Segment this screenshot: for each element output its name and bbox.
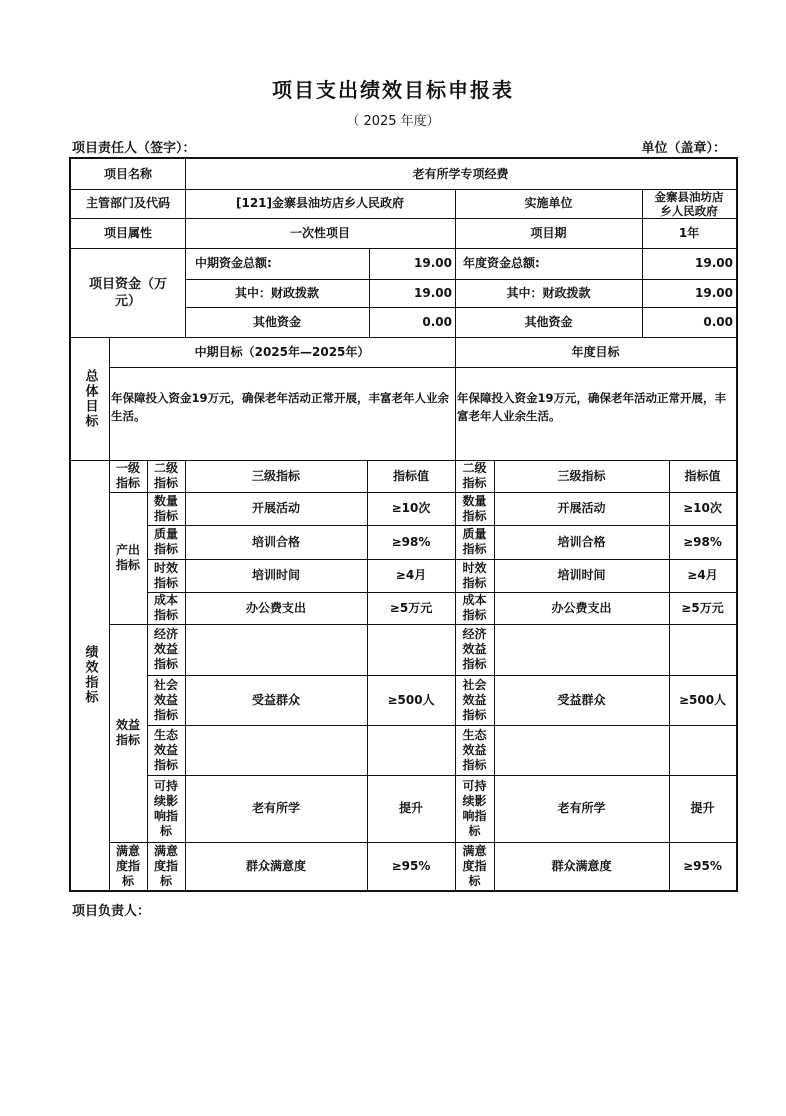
level3-cell: 办公费支出	[245, 600, 306, 615]
level2-cell-year: 时效指标	[462, 560, 487, 590]
level3-cell-year: 培训合格	[557, 534, 606, 549]
project-name-label: 项目名称	[103, 166, 152, 181]
level2-cell: 满意度指标	[153, 843, 178, 888]
level3-cell: 培训时间	[251, 568, 300, 582]
value-cell-year: ≥98%	[683, 534, 722, 549]
year-line: （ 2025 年度）	[346, 114, 440, 129]
mid-other-label: 其他资金	[252, 314, 301, 329]
year-goal-text: 年保障投入资金19万元，确保老年活动正常开展，丰富老年人业余生活。	[457, 391, 727, 423]
dept-value: [121]金寨县油坊店乡人民政府	[235, 196, 405, 210]
level2-cell: 可持续影响指标	[153, 778, 178, 838]
level3-cell-year: 办公费支出	[551, 600, 612, 615]
level3-cell-year	[494, 725, 669, 775]
value-cell: ≥98%	[391, 534, 431, 549]
level2-header-year: 二级指标	[462, 461, 487, 490]
level2-cell: 经济效益指标	[153, 627, 178, 671]
level3-cell: 老有所学	[251, 801, 300, 815]
mid-total-label: 中期资金总额:	[195, 256, 272, 270]
value-cell: ≥500人	[387, 692, 435, 707]
form-table	[69, 157, 738, 892]
mid-total-value: 19.00	[414, 256, 452, 270]
year-fiscal-label: 其中：财政拨款	[506, 285, 591, 300]
mid-goal-text: 年保障投入资金19万元，确保老年活动正常开展，丰富老年人业余生活。	[111, 391, 449, 423]
level3-cell-year: 群众满意度	[551, 858, 612, 873]
level2-cell-year: 经济效益指标	[462, 627, 487, 671]
performance-label: 绩效指标	[82, 645, 98, 705]
period-label: 项目期	[530, 225, 567, 240]
mid-fiscal-value: 19.00	[414, 285, 452, 300]
form-title: 项目支出绩效目标申报表	[272, 78, 514, 102]
level2-cell-year: 数量指标	[462, 493, 487, 523]
level3-cell-year: 开展活动	[557, 501, 606, 515]
level2-cell-year: 满意度指标	[462, 843, 487, 888]
overall-goal-label: 总体目标	[82, 368, 98, 429]
level1-header: 一级指标	[115, 461, 140, 490]
level3-header: 三级指标	[251, 468, 300, 483]
year-goal-header: 年度目标	[571, 344, 620, 359]
level2-cell: 生态效益指标	[153, 727, 178, 772]
project-lead-label: 项目负责人：	[72, 904, 151, 919]
funds-label: 项目资金（万元）	[88, 276, 167, 309]
value-cell-year: ≥10次	[683, 501, 722, 515]
year-total-label: 年度资金总额:	[463, 256, 540, 270]
value-cell-year	[669, 624, 736, 675]
attr-label: 项目属性	[103, 225, 152, 240]
attr-value: 一次性项目	[289, 225, 350, 240]
level2-cell-year: 生态效益指标	[462, 727, 487, 772]
mid-goal-header: 中期目标（2025年—2025年）	[194, 344, 370, 359]
value-cell: ≥5万元	[389, 600, 433, 615]
value-header: 指标值	[392, 468, 429, 483]
level2-cell: 社会效益指标	[153, 677, 178, 722]
value-cell-year: ≥95%	[683, 858, 722, 873]
satisfaction-indicator-label: 满意度指标	[115, 843, 140, 888]
level3-cell-year	[494, 624, 669, 675]
level2-cell-year: 质量指标	[462, 527, 487, 556]
level3-cell-year: 受益群众	[557, 692, 606, 707]
mid-other-value: 0.00	[422, 314, 452, 329]
output-indicator-label: 产出指标	[115, 543, 140, 572]
year-fiscal-value: 19.00	[695, 285, 733, 300]
level2-cell-year: 成本指标	[462, 593, 487, 622]
project-name-value: 老有所学专项经费	[412, 166, 509, 181]
level3-cell: 受益群众	[251, 692, 300, 707]
level3-header-year: 三级指标	[557, 468, 606, 483]
dept-label: 主管部门及代码	[85, 196, 170, 210]
level3-cell-year: 老有所学	[557, 801, 606, 815]
level2-cell-year: 可持续影响指标	[462, 778, 487, 838]
level2-cell: 成本指标	[153, 593, 178, 622]
value-cell	[367, 624, 455, 675]
level3-cell: 培训合格	[251, 534, 300, 549]
level3-cell	[185, 624, 367, 675]
level2-cell: 质量指标	[153, 527, 178, 556]
unit-seal-label: 单位（盖章）：	[641, 141, 726, 156]
value-cell	[367, 725, 455, 775]
level2-cell-year: 社会效益指标	[462, 677, 487, 722]
level3-cell-year: 培训时间	[557, 568, 606, 582]
value-cell: ≥10次	[391, 501, 431, 515]
value-cell-year: ≥5万元	[681, 600, 724, 615]
value-cell-year: ≥4月	[687, 568, 718, 582]
value-cell-year: ≥500人	[678, 692, 727, 707]
level3-cell: 开展活动	[251, 501, 300, 515]
impl-unit-label: 实施单位	[524, 196, 573, 210]
year-other-value: 0.00	[703, 314, 733, 329]
level3-cell: 群众满意度	[245, 858, 306, 873]
responsible-signature-label: 项目责任人（签字）：	[72, 141, 196, 156]
value-cell: ≥95%	[391, 858, 431, 873]
year-other-label: 其他资金	[524, 314, 573, 329]
value-cell-year	[669, 725, 736, 775]
level2-cell: 数量指标	[153, 493, 178, 523]
period-value: 1年	[678, 225, 700, 240]
value-header-year: 指标值	[684, 468, 721, 483]
level3-cell	[185, 725, 367, 775]
benefit-indicator-label: 效益指标	[115, 718, 140, 747]
year-total-value: 19.00	[695, 256, 733, 270]
value-cell: 提升	[398, 801, 423, 815]
mid-fiscal-label: 其中：财政拨款	[234, 285, 319, 300]
value-cell: ≥4月	[395, 568, 427, 582]
rule	[109, 367, 736, 368]
value-cell-year: 提升	[690, 801, 715, 815]
level2-header: 二级指标	[153, 461, 178, 490]
impl-unit-value: 金寨县油坊店乡人民政府	[654, 189, 724, 218]
level2-cell: 时效指标	[153, 560, 178, 590]
